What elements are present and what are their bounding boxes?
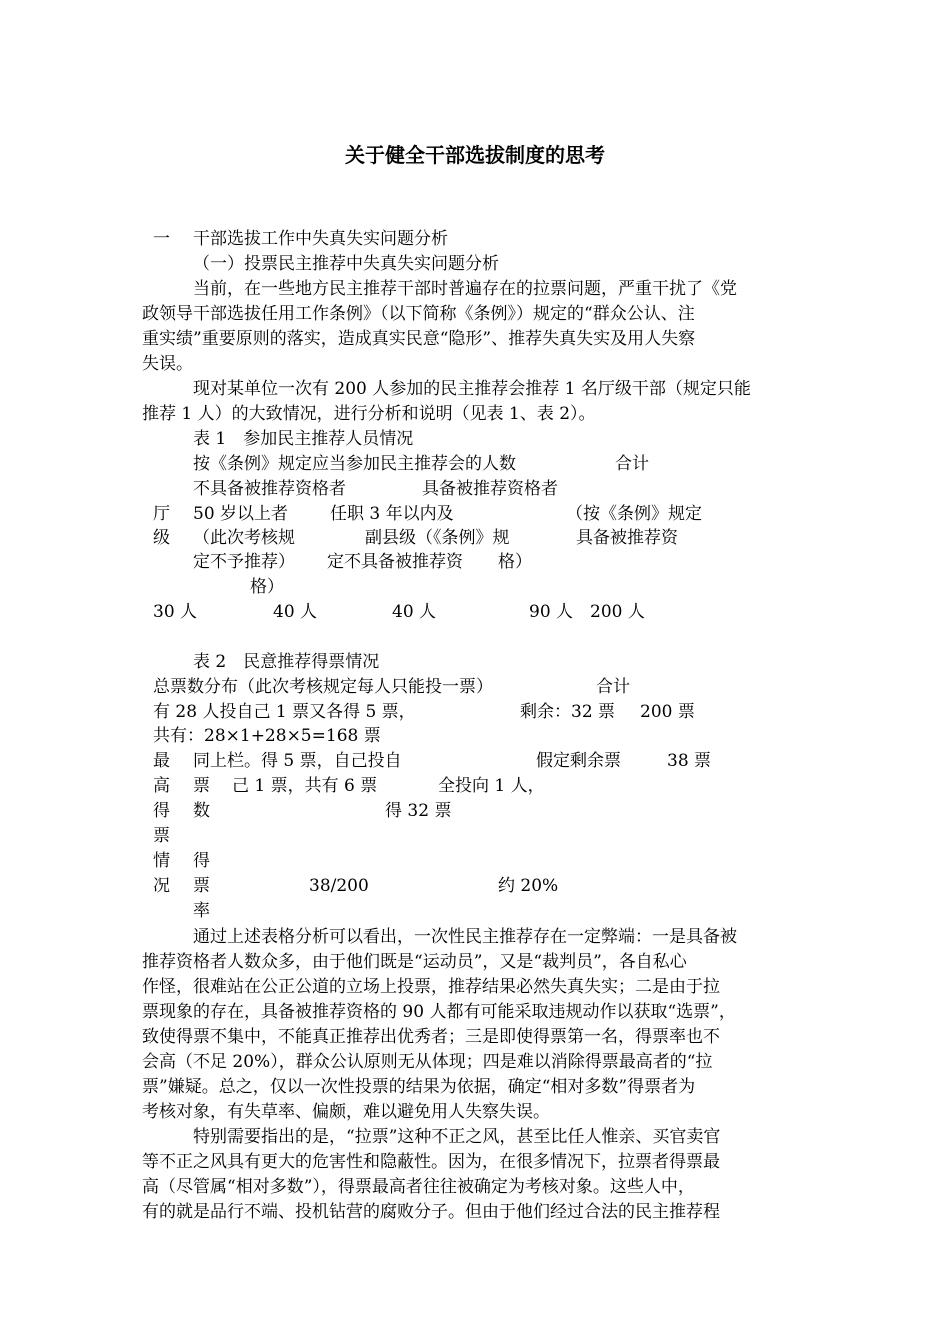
table2-side-label: 最	[153, 751, 170, 771]
document-title: 关于健全干部选拔制度的思考	[345, 143, 605, 167]
paragraph-line: 考核对象，有失草率、偏颇，难以避免用人失察失误。	[142, 1102, 550, 1122]
table1-header-main: 按《条例》规定应当参加民主推荐会的人数	[193, 454, 516, 474]
table2-row2: 共有：28×1+28×5=168 票	[153, 726, 381, 746]
table2-sub-label-votes: 数	[193, 801, 210, 821]
table2-row1-mid: 剩余：32 票	[520, 702, 616, 722]
paragraph-line: 重实绩”重要原则的落实，造成真实民意“隐形”、推荐失真失实及用人失察	[142, 329, 696, 349]
table1-col1-line: 定不予推荐）	[193, 552, 295, 572]
table2-sub-label-rate: 得	[193, 851, 210, 871]
table2-header-main: 总票数分布（此次考核规定每人只能投一票）	[153, 677, 493, 697]
table2-side-label: 高	[153, 776, 170, 796]
section-number: 一	[153, 229, 170, 249]
table1-col3-line: （按《条例》规定	[566, 504, 702, 524]
paragraph-line: 作怪，很难站在公正公道的立场上投票，推荐结果必然失真失实；二是由于拉	[142, 977, 720, 997]
table1-col1-line: （此次考核规	[193, 528, 295, 548]
table1-col2-line: 格）	[250, 577, 284, 597]
paragraph-line: 票现象的存在，具备被推荐资格的 90 人都有可能采取违规动作以获取“选票”，	[142, 1002, 736, 1022]
paragraph-line: 推荐 1 人）的大致情况，进行分析和说明（见表 1、表 2）。	[142, 404, 596, 424]
table2-sub-label-rate: 率	[193, 901, 210, 921]
paragraph-line: 现对某单位一次有 200 人参加的民主推荐会推荐 1 名厅级干部（规定只能	[193, 379, 751, 399]
paragraph-line: 通过上述表格分析可以看出，一次性民主推荐存在一定弊端：一是具备被	[193, 927, 737, 947]
section-heading: 干部选拔工作中失真失实问题分析	[193, 229, 448, 249]
paragraph-line: 当前，在一些地方民主推荐干部时普遍存在的拉票问题，严重干扰了《党	[193, 279, 737, 299]
table2-sub-label-rate: 票	[193, 876, 210, 896]
table1-col3-line: 格）	[498, 552, 532, 572]
table1-side-label: 级	[153, 528, 170, 548]
subsection-heading: （一）投票民主推荐中失真失实问题分析	[193, 254, 499, 274]
table2-side-label: 况	[153, 876, 170, 896]
table2-highest-total: 38 票	[667, 751, 712, 771]
table2-header-total: 合计	[596, 677, 630, 697]
table1-caption: 表 1 参加民主推荐人员情况	[193, 429, 414, 449]
paragraph-line: 票”嫌疑。总之，仅以一次性投票的结果为依据，确定“相对多数”得票者为	[142, 1077, 696, 1097]
paragraph-line: 致使得票不集中，不能真正推荐出优秀者；三是即使得票第一名，得票率也不	[142, 1027, 720, 1047]
paragraph-line: 等不正之风具有更大的危害性和隐蔽性。因为，在很多情况下，拉票者得票最	[142, 1152, 720, 1172]
table1-header-not-eligible: 不具备被推荐资格者	[193, 479, 346, 499]
table1-header-eligible: 具备被推荐资格者	[422, 479, 558, 499]
table1-value: 40 人	[392, 602, 437, 622]
table1-col2-line: 定不具备被推荐资	[327, 552, 463, 572]
table2-rate-percent: 约 20%	[498, 876, 559, 896]
table2-highest-desc: 己 1 票，共有 6 票	[232, 776, 378, 796]
table1-col2-line: 副县级（《条例》规	[365, 528, 510, 548]
table2-side-label: 票	[153, 826, 170, 846]
paragraph-line: 政领导干部选拔任用工作条例》（以下简称《条例》）规定的“群众公认、注	[142, 304, 695, 324]
table1-col2-line: 任职 3 年以内及	[330, 504, 454, 524]
table1-col3-line: 具备被推荐资	[576, 528, 678, 548]
table1-value: 30 人	[153, 602, 198, 622]
table1-col1-line: 50 岁以上者	[193, 504, 289, 524]
paragraph-line: 会高（不足 20%），群众公认原则无从体现；四是难以消除得票最高者的“拉	[142, 1052, 713, 1072]
paragraph-line: 高（尽管属“相对多数”），得票最高者往往被确定为考核对象。这些人中，	[142, 1177, 695, 1197]
table1-value: 90 人	[529, 602, 574, 622]
table1-header-total: 合计	[615, 454, 649, 474]
paragraph-line: 失误。	[142, 354, 193, 374]
table2-side-label: 情	[153, 851, 170, 871]
paragraph-line: 特别需要指出的是，“拉票”这种不正之风，甚至比任人惟亲、买官卖官	[193, 1127, 721, 1147]
table2-row1-left: 有 28 人投自己 1 票又各得 5 票，	[153, 702, 416, 722]
table1-side-label: 厅	[153, 504, 170, 524]
table2-side-label: 得	[153, 801, 170, 821]
table2-sub-label-votes: 票	[193, 776, 210, 796]
table2-assumed: 假定剩余票	[536, 751, 621, 771]
table1-value: 200 人	[590, 602, 645, 622]
table2-assumed: 全投向 1 人，	[438, 776, 545, 796]
table2-assumed: 得 32 票	[385, 801, 452, 821]
table1-value: 40 人	[273, 602, 318, 622]
table2-highest-desc: 同上栏。得 5 票，自己投自	[193, 751, 402, 771]
table2-caption: 表 2 民意推荐得票情况	[193, 652, 380, 672]
paragraph-line: 有的就是品行不端、投机钻营的腐败分子。但由于他们经过合法的民主推荐程	[142, 1202, 720, 1222]
paragraph-line: 推荐资格者人数众多，由于他们既是“运动员”，又是“裁判员”，各自私心	[142, 952, 687, 972]
table2-row1-total: 200 票	[640, 702, 695, 722]
table2-rate-value: 38/200	[309, 876, 369, 896]
